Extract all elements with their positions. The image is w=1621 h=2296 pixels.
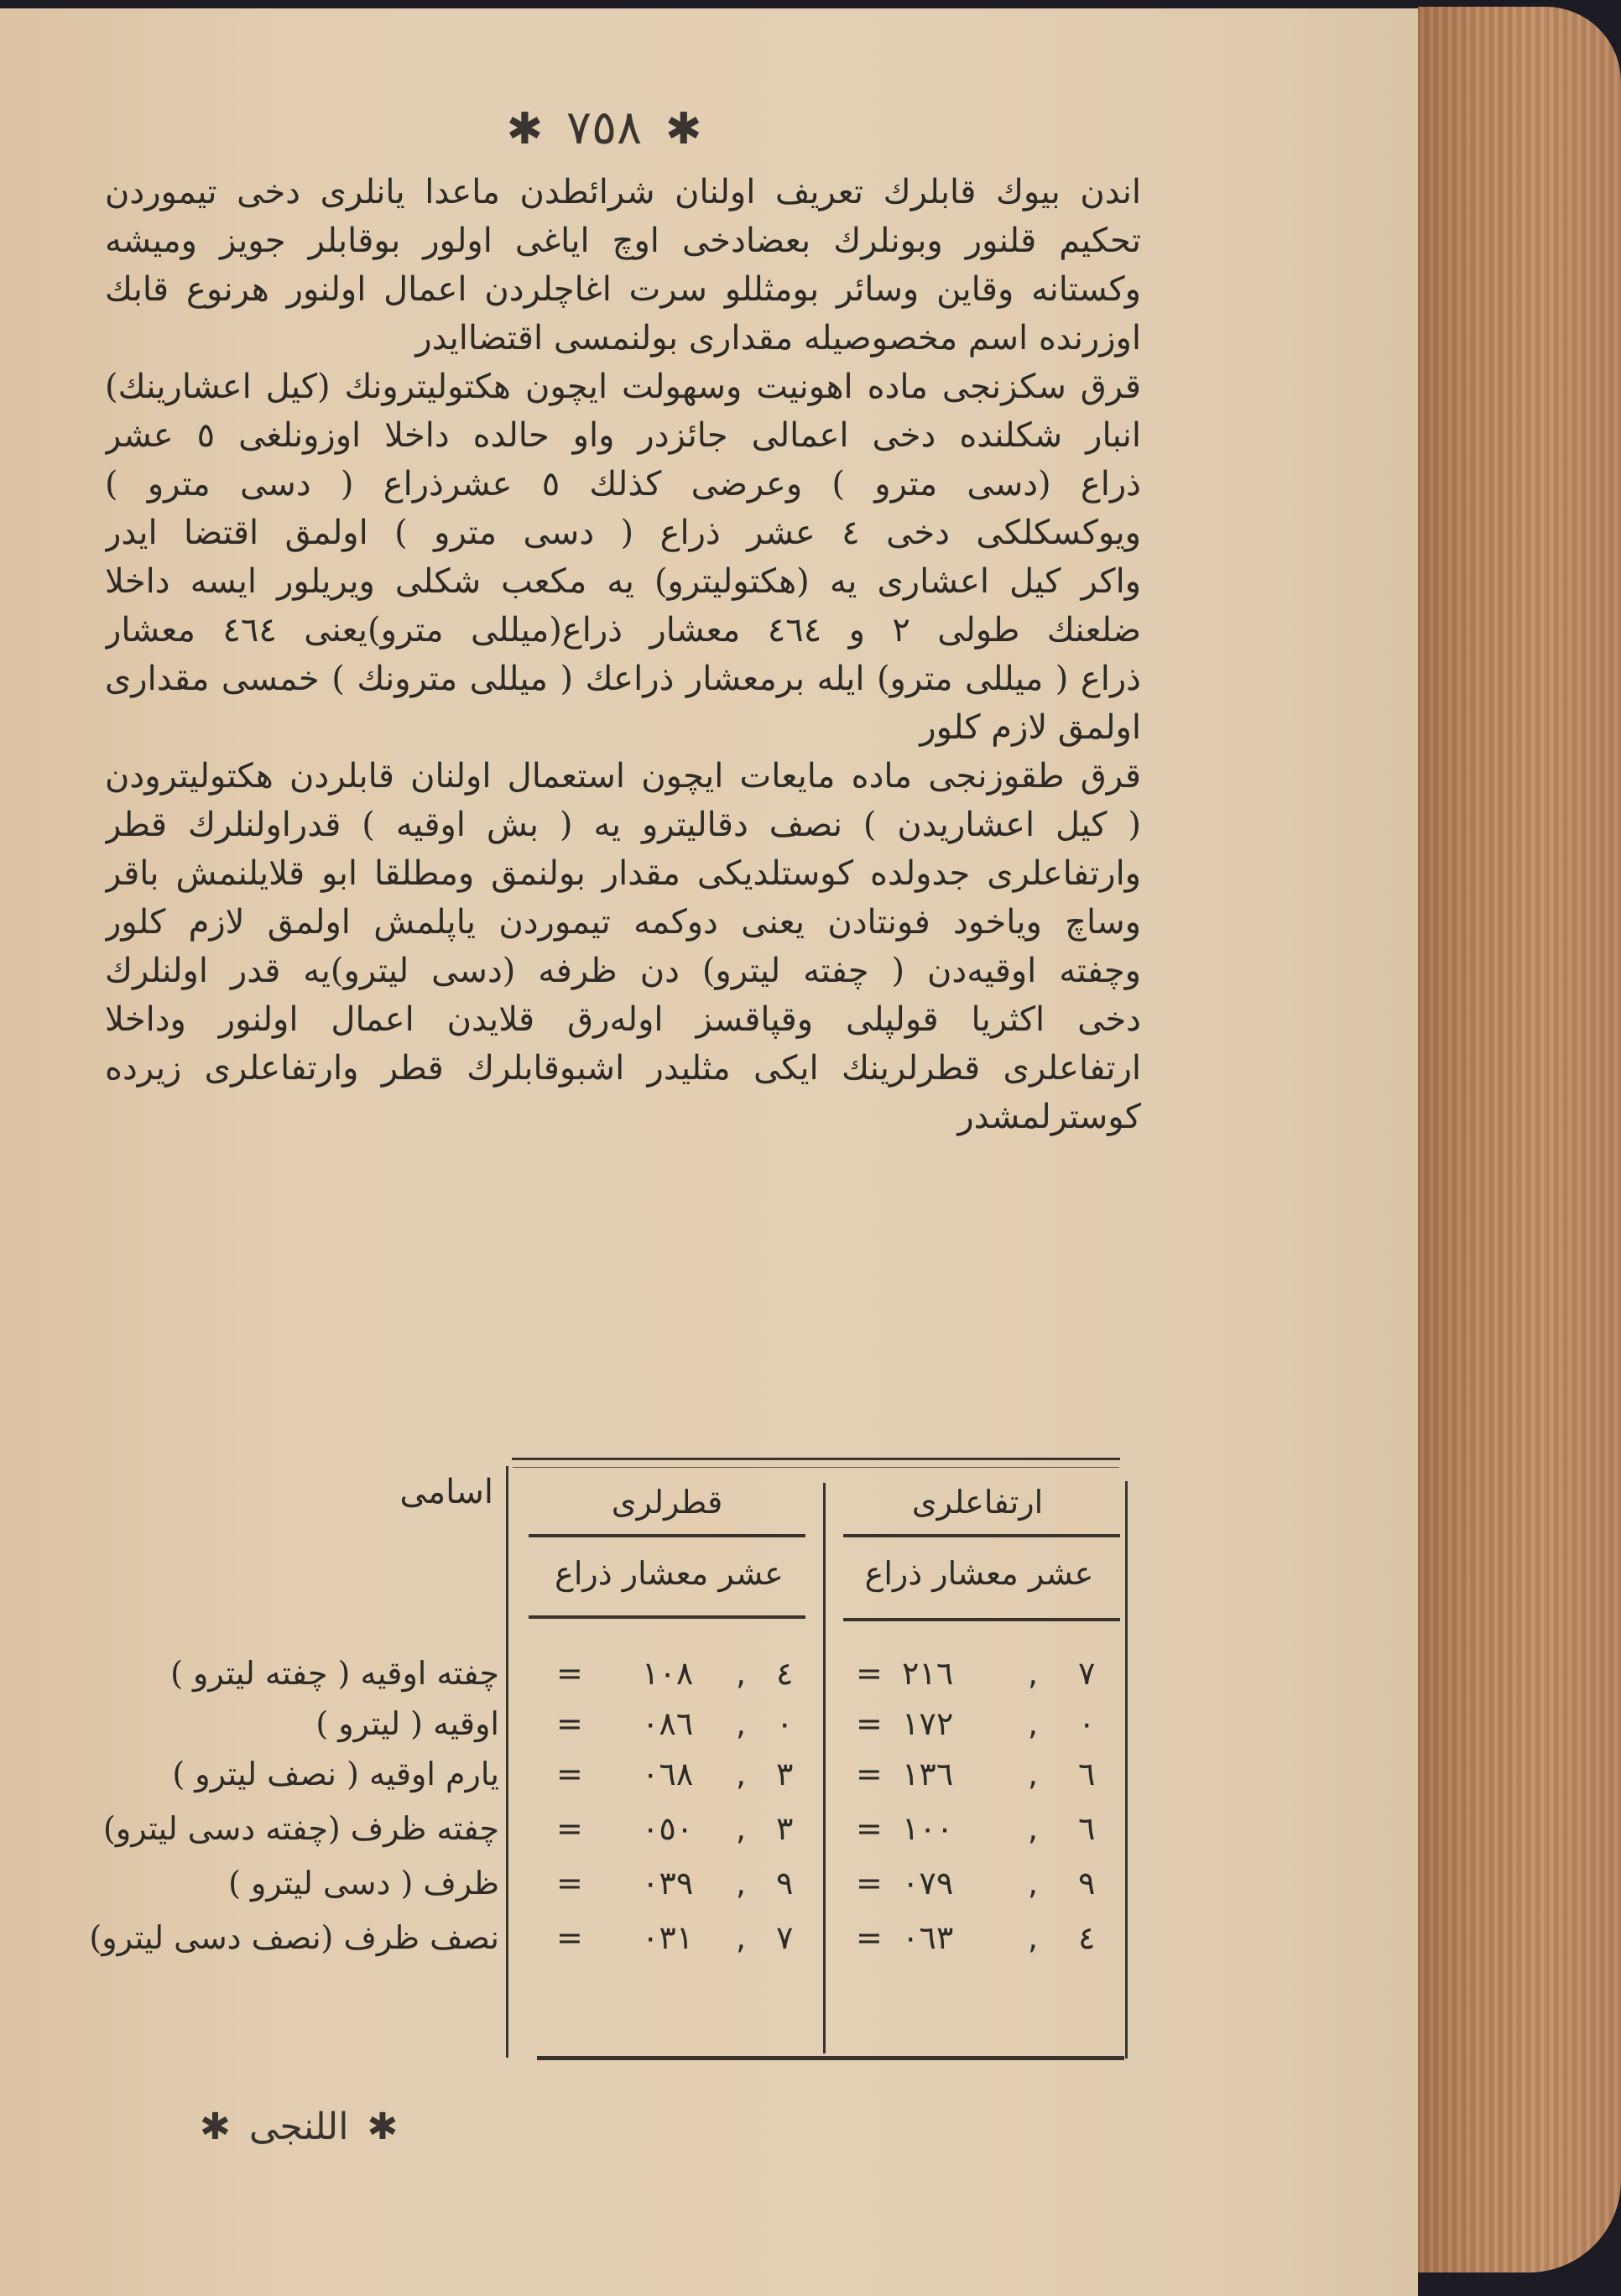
equals-sign: = — [556, 1865, 583, 1902]
separator: , — [736, 1919, 747, 1956]
equals-sign: = — [856, 1810, 883, 1847]
separator: , — [1028, 1810, 1039, 1847]
table-row — [105, 1699, 1141, 1748]
diameter-fraction: ٠٥٠ — [642, 1810, 694, 1847]
text-line: ( کیل اعشاریدن ) نصف دقالیترو یه ( بش اوقیه ) قدراولنلرك قطر — [105, 806, 1141, 844]
separator: , — [736, 1865, 747, 1902]
page-number-header — [495, 99, 713, 159]
vessel-name: نصف ظرف (نصف دسی لیترو) — [89, 1919, 499, 1956]
equals-sign: = — [856, 1705, 883, 1742]
text-line: تحکیم قلنور وبونلرك بعضادخی اوچ ایاغی اولور بوقابلر جویز ومیشه — [105, 222, 1141, 260]
ornament-left-icon: ✱ — [367, 2106, 399, 2148]
height-integer: ٤ — [1078, 1919, 1096, 1956]
page-number: ٧٥٨ — [566, 101, 643, 155]
equals-sign: = — [556, 1705, 583, 1742]
text-line: اندن بیوك قابلرك تعریف اولنان شرائطدن ماعدا یانلری دخی تیموردن — [105, 173, 1141, 211]
table-row — [105, 1804, 1141, 1853]
text-line: انبار شکلنده دخی اعمالی جائزدر واو حالده داخلا اوزونلغی ٥ عشر — [105, 416, 1141, 455]
diameter-fraction: ٠٣٩ — [642, 1865, 694, 1902]
separator: , — [1028, 1865, 1039, 1902]
vessel-name: اوقیه ( لیترو ) — [315, 1705, 499, 1742]
equals-sign: = — [556, 1919, 583, 1956]
height-integer: ٩ — [1078, 1865, 1096, 1902]
height-integer: ٧ — [1078, 1655, 1096, 1692]
text-line: ویوکسکلکی دخی ٤ عشر ذراع ( دسی مترو ) اولمق اقتضا ایدر — [105, 514, 1141, 552]
text-line: ذراع (دسی مترو ) وعرضی کذلك ٥ عشرذراع ( دسی مترو ) — [105, 465, 1141, 504]
diameter-fraction: ٠٦٨ — [642, 1756, 694, 1792]
separator: , — [736, 1756, 747, 1792]
catchword-text: اللنجی — [248, 2106, 349, 2148]
text-line: کوسترلمشدر — [957, 1098, 1141, 1136]
book-page — [0, 8, 1418, 2296]
height-fraction: ٠٧٩ — [902, 1865, 954, 1902]
equals-sign: = — [856, 1756, 883, 1792]
header-rule — [529, 1615, 805, 1619]
text-line: وکستانه وقاین وسائر بومثللو سرت اغاچلردن اعمال اولنور هرنوع قابك — [105, 270, 1141, 309]
diameter-unit-header: عشر معشار ذراع — [555, 1555, 784, 1592]
article-49-heading-line: قرق طقوزنجی ماده مایعات ایچون استعمال اولنان قابلردن هکتولیترودن — [105, 757, 1141, 796]
diameter-integer: ٤ — [776, 1655, 794, 1692]
diameter-fraction: ٠٣١ — [642, 1919, 694, 1956]
body-text — [105, 168, 1141, 1141]
separator: , — [1028, 1756, 1039, 1792]
text-line: ضلعنك طولی ٢ و ٤٦٤ معشار ذراع(میللی مترو)یعنی ٤٦٤ معشار — [105, 611, 1141, 650]
text-line: ذراع ( میللی مترو) ایله برمعشار ذراعك ( میللی مترونك ) خمسی مقداری — [105, 660, 1141, 698]
equals-sign: = — [556, 1655, 583, 1692]
diameter-integer: ٣ — [776, 1756, 794, 1792]
height-integer: ٦ — [1078, 1756, 1096, 1792]
article-48-heading-line: قرق سکزنجی ماده اهونیت وسهولت ایچون هکتولیترونك (کیل اعشارینك) — [105, 368, 1141, 406]
table-row — [105, 1859, 1141, 1907]
text-line: ارتفاعلری قطرلرینك ایکی مثلیدر اشبوقابلرك قطر وارتفاعلری زیرده — [105, 1049, 1141, 1088]
vessel-name: ظرف ( دسی لیترو ) — [228, 1865, 499, 1902]
separator: , — [1028, 1655, 1039, 1692]
header-rule — [843, 1534, 1120, 1537]
equals-sign: = — [556, 1756, 583, 1792]
diameter-column-header: قطرلری — [611, 1484, 723, 1521]
height-fraction: ٠٦٣ — [902, 1919, 954, 1956]
measures-table — [89, 1448, 1141, 2085]
text-line: واکر کیل اعشاری یه (هکتولیترو) یه مکعب شکلی ویریلور ایسه داخلا — [105, 562, 1141, 601]
diameter-integer: ٩ — [776, 1865, 794, 1902]
text-line: دخی اکثریا قولپلی وقپاقسز اوله‌رق قلایدن اعمال اولنور وداخلا — [105, 1000, 1141, 1039]
equals-sign: = — [556, 1810, 583, 1847]
header-rule — [529, 1534, 805, 1537]
diameter-fraction: ٠٨٦ — [642, 1705, 694, 1742]
height-integer: ٦ — [1078, 1810, 1096, 1847]
text-line: اولمق لازم کلور — [920, 708, 1141, 747]
diameter-integer: ٣ — [776, 1810, 794, 1847]
table-row — [105, 1649, 1141, 1698]
height-fraction: ١٧٢ — [902, 1705, 954, 1742]
vessel-name: یارم اوقیه ( نصف لیترو ) — [172, 1756, 499, 1792]
header-rule — [843, 1618, 1120, 1621]
equals-sign: = — [856, 1919, 883, 1956]
table-row — [105, 1750, 1141, 1798]
catchword — [193, 2102, 404, 2152]
diameter-integer: ٠ — [776, 1705, 794, 1742]
height-integer: ٠ — [1078, 1705, 1096, 1742]
height-fraction: ١٠٠ — [902, 1810, 954, 1847]
height-fraction: ١٣٦ — [902, 1756, 954, 1792]
separator: , — [1028, 1919, 1039, 1956]
equals-sign: = — [856, 1655, 883, 1692]
ornament-right-icon: ✱ — [665, 104, 702, 154]
separator: , — [1028, 1705, 1039, 1742]
height-fraction: ٢١٦ — [902, 1655, 954, 1692]
height-unit-header: عشر معشار ذراع — [864, 1555, 1094, 1592]
names-column-header: اسامی — [399, 1473, 493, 1511]
text-line: وارتفاعلری جدولده کوستلدیکی مقدار بولنمق ومطلقا ابو قلایلنمش باقر — [105, 854, 1141, 893]
table-top-rule — [512, 1458, 1120, 1460]
text-line: وچفته اوقیه‌دن ( چفته لیترو) دن ظرفه (دسی لیترو)یه قدر اولنلرك — [105, 952, 1141, 990]
text-line: وساچ ویاخود فونتادن یعنی دوکمه تیموردن یاپلمش اولمق لازم کلور — [105, 903, 1141, 942]
diameter-integer: ٧ — [776, 1919, 794, 1956]
vessel-name: چفته ظرف (چفته دسی لیترو) — [103, 1810, 499, 1847]
text-line: اوزرنده اسم مخصوصیله مقداری بولنمسی اقتضاایدر — [415, 319, 1141, 357]
page-edges — [1418, 7, 1621, 2273]
height-column-header: ارتفاعلری — [911, 1484, 1044, 1521]
table-row — [89, 1913, 1141, 1962]
separator: , — [736, 1655, 747, 1692]
diameter-fraction: ١٠٨ — [642, 1655, 694, 1692]
separator: , — [736, 1705, 747, 1742]
separator: , — [736, 1810, 747, 1847]
vessel-name: چفته اوقیه ( چفته لیترو ) — [170, 1655, 499, 1692]
ornament-left-icon: ✱ — [506, 104, 544, 154]
equals-sign: = — [856, 1865, 883, 1902]
table-bottom-rule — [537, 2056, 1124, 2060]
ornament-right-icon: ✱ — [200, 2106, 231, 2148]
